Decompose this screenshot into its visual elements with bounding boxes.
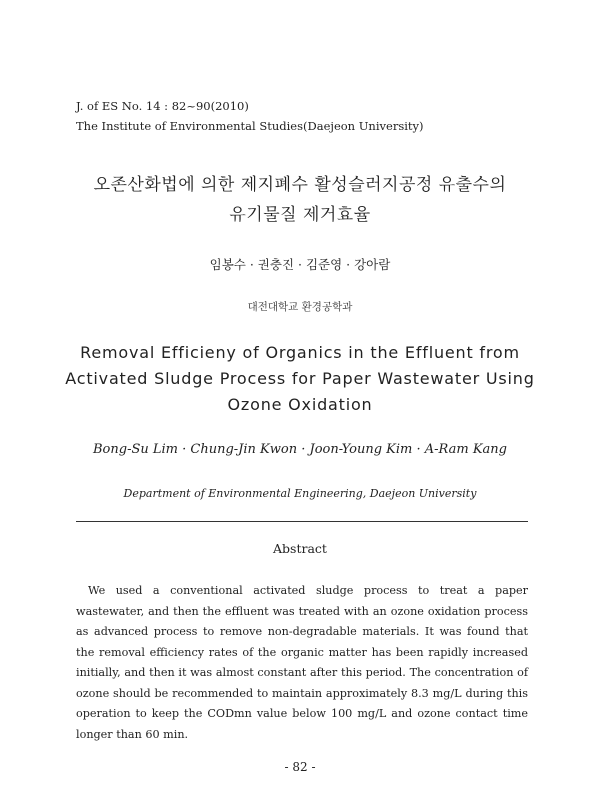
korean-title xyxy=(40,170,560,230)
english-authors: Bong-Su Lim · Chung-Jin Kwon · Joon-Young Kim · A-Ram Kang xyxy=(93,442,507,457)
english-title xyxy=(40,340,560,418)
english-title-line2: Activated Sludge Process for Paper Wastewater Using xyxy=(65,369,535,388)
korean-title-line1: 오존산화법에 의한 제지폐수 활성슬러지공정 유출수의 xyxy=(93,175,507,195)
journal-institute: The Institute of Environmental Studies(Daejeon University) xyxy=(76,119,424,133)
journal-header xyxy=(76,96,424,136)
english-title-line3: Ozone Oxidation xyxy=(227,395,373,414)
korean-affiliation: 대전대학교 환경공학과 xyxy=(247,301,353,313)
journal-citation: J. of ES No. 14 : 82~90(2010) xyxy=(76,99,249,113)
page-number: - 82 - xyxy=(284,760,316,774)
english-title-line1: Removal Efficieny of Organics in the Effluent from xyxy=(80,343,520,362)
korean-authors: 임봉수 · 권충진 · 김준영 · 강아람 xyxy=(209,257,391,272)
korean-title-line2: 유기물질 제거효율 xyxy=(229,205,371,225)
english-affiliation: Department of Environmental Engineering, Daejeon University xyxy=(123,487,477,500)
section-divider xyxy=(76,521,528,522)
abstract-body: We used a conventional activated sludge process to treat a paper wastewater, and then the effluent was treated with an ozone oxidation process as advanced process to remove non-degradable materials. It was found that the removal efficiency rates of the organic matter has been rapidly increased initially, and then it was almost constant after this period. The concentration of ozone should be recommended to maintain approximately 8.3 mg/L during this operation to keep the CODmn value below 100 mg/L and ozone contact time longer than 60 min. xyxy=(76,584,528,741)
abstract-heading: Abstract xyxy=(273,541,327,556)
